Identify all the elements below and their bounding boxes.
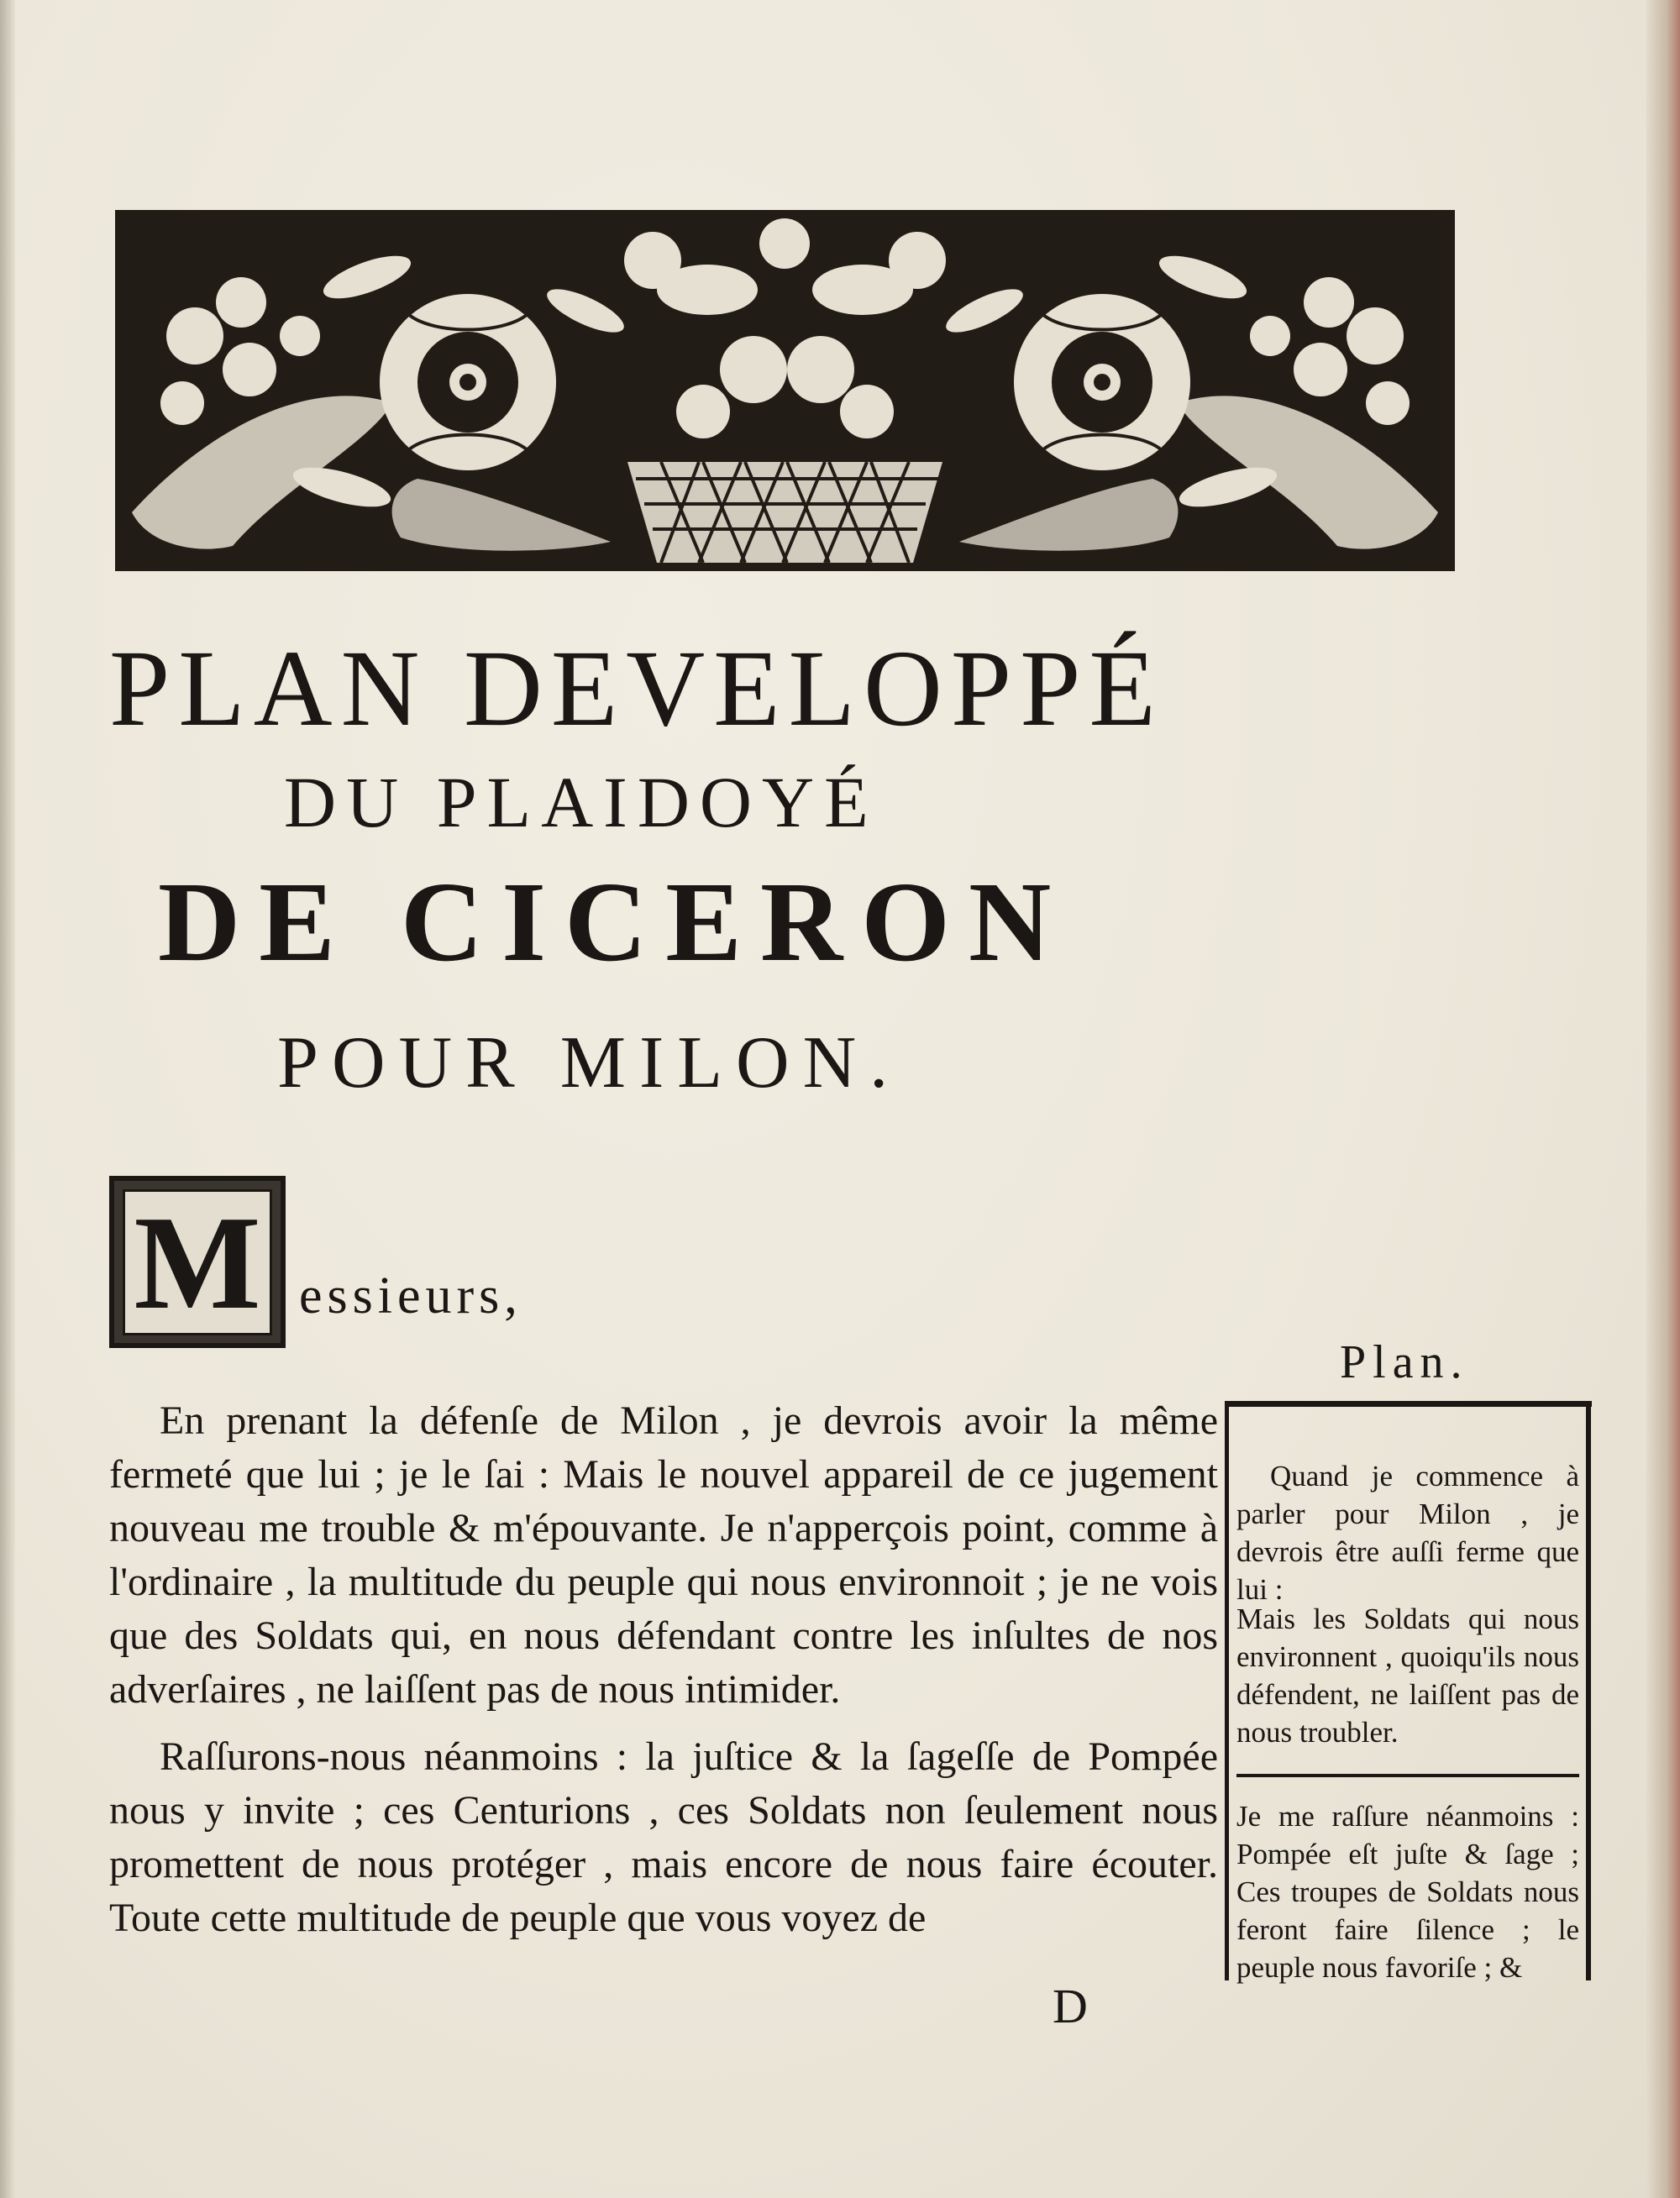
title-line-4: POUR MILON.	[277, 1022, 902, 1104]
plan-note	[1236, 1797, 1579, 1986]
plan-heading: Plan.	[1340, 1336, 1469, 1388]
decorated-initial	[109, 1176, 286, 1348]
woodcut-headpiece-icon	[115, 210, 1455, 571]
plan-rule-top	[1226, 1401, 1592, 1407]
main-text-column	[109, 1394, 1218, 1959]
paragraph: Raſſurons-nous néanmoins : la juſtice & la ſageſſe de Pompée nous y invite ; ces Centurions , ces Soldats non ſeulement nous promettent de nous protéger , mais encore de nous faire écouter. Toute cette multitude de peuple que vous voyez de	[109, 1734, 1218, 1940]
paragraph: En prenant la défenſe de Milon , je devrois avoir la même fermeté que lui ; je le ſai : Mais le nouvel appareil de ce jugement nouveau me trouble & m'épouvante. Je n'apperçois point, comme à l'ordinaire , la multitude du peuple qui nous environnoit ; je ne vois que des Soldats qui, en nous défendant contre les inſultes de nos adverſaires , ne laiſſent pas de nous intimider.	[109, 1398, 1218, 1712]
plan-note-text: Mais les Soldats qui nous environnent , quoiqu'ils nous défendent, ne laiſſent pas de nous troubler.	[1236, 1603, 1579, 1749]
title-line-2: DU PLAIDOYÉ	[284, 762, 879, 842]
page-gutter-shadow	[0, 0, 15, 2198]
salutation: essieurs,	[299, 1267, 522, 1325]
initial-letter: M	[123, 1189, 272, 1335]
plan-note	[1236, 1457, 1579, 1608]
page-fore-edge	[1646, 0, 1680, 2198]
plan-note-text: Je me raſſure néanmoins : Pompée eſt juſte & ſage ; Ces troupes de Soldats nous feront faire ſilence ; le peuple nous favoriſe ; &	[1236, 1800, 1579, 1984]
plan-rule-right	[1586, 1401, 1591, 1980]
plan-separator	[1236, 1774, 1579, 1777]
title-line-1: PLAN DEVELOPPÉ	[109, 628, 1164, 749]
plan-note	[1236, 1600, 1579, 1751]
signature-mark: D	[1053, 1979, 1088, 2033]
plan-note-text: Quand je commence à parler pour Milon , je devrois être auſſi ferme que lui :	[1236, 1460, 1579, 1606]
title-line-3: DE CICERON	[158, 859, 1070, 985]
plan-rule-left	[1225, 1401, 1229, 1980]
